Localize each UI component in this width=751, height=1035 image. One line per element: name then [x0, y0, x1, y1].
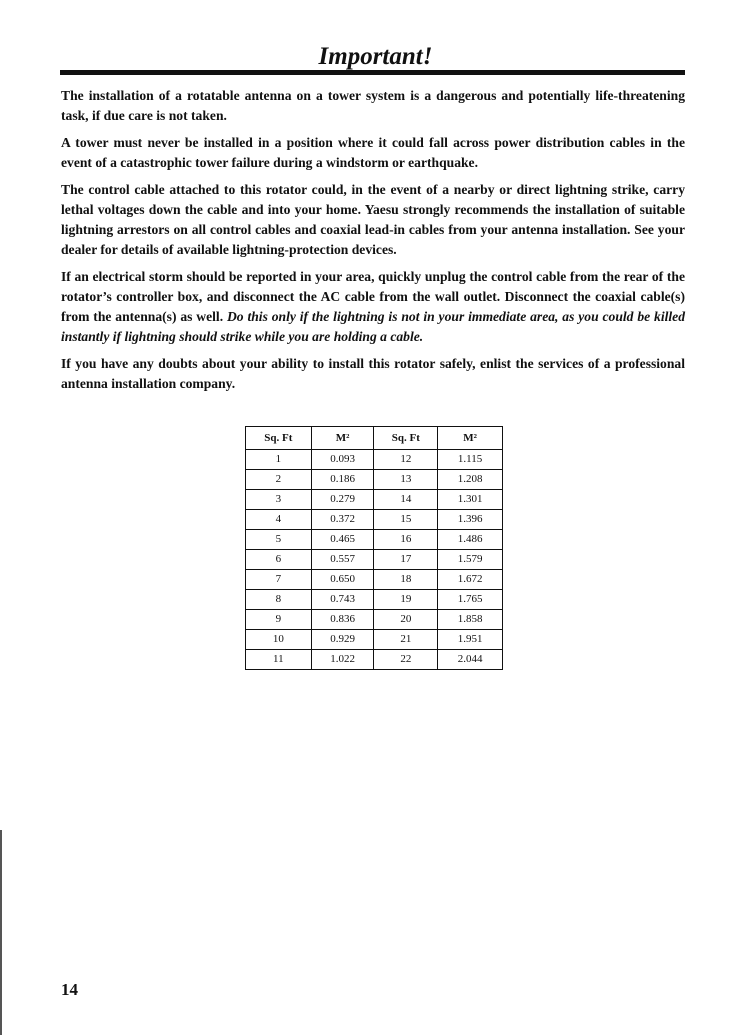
- cell-sq-ft: 10: [246, 630, 312, 650]
- area-conversion-table: [245, 426, 503, 670]
- paragraph-tower-placement: A tower must never be installed in a position where it could fall across power distribution cables in the event of a catastrophic tower failure during a windstorm or earthquake.: [61, 135, 685, 170]
- header-sq-ft-2: Sq. Ft: [374, 427, 438, 450]
- cell-sq-ft: 5: [246, 530, 312, 550]
- table-header-row: [246, 427, 503, 450]
- cell-sq-ft: 13: [374, 470, 438, 490]
- cell-m2: 0.743: [311, 590, 374, 610]
- cell-sq-ft: 20: [374, 610, 438, 630]
- cell-m2: 1.672: [438, 570, 503, 590]
- cell-sq-ft: 1: [246, 450, 312, 470]
- storm-instructions: If an electrical storm should be reported in your area, quickly unplug the control cable from the rear of the rotator’s controller box, and disconnect the AC cable from the wall outlet. Disconnect the coaxial cable(s) from the antenna(s) as well.: [61, 269, 685, 324]
- warning-text: [61, 86, 685, 401]
- paragraph-electrical-storm: [61, 267, 685, 347]
- page-title: Important!: [318, 43, 433, 70]
- table-row: [246, 630, 503, 650]
- cell-m2: 0.372: [311, 510, 374, 530]
- cell-sq-ft: 9: [246, 610, 312, 630]
- table-row: [246, 590, 503, 610]
- paragraph-professional-install: If you have any doubts about your ability to install this rotator safely, enlist the services of a professional antenna installation company.: [61, 356, 685, 391]
- cell-m2: 0.279: [311, 490, 374, 510]
- cell-sq-ft: 17: [374, 550, 438, 570]
- header-sq-ft-1: Sq. Ft: [246, 427, 312, 450]
- cell-m2: 1.858: [438, 610, 503, 630]
- cell-sq-ft: 12: [374, 450, 438, 470]
- table-row: [246, 650, 503, 670]
- cell-sq-ft: 14: [374, 490, 438, 510]
- cell-m2: 0.093: [311, 450, 374, 470]
- cell-sq-ft: 18: [374, 570, 438, 590]
- cell-sq-ft: 6: [246, 550, 312, 570]
- cell-m2: 0.929: [311, 630, 374, 650]
- cell-m2: 1.765: [438, 590, 503, 610]
- cell-sq-ft: 16: [374, 530, 438, 550]
- cell-m2: 1.022: [311, 650, 374, 670]
- cell-sq-ft: 4: [246, 510, 312, 530]
- paragraph-installation-danger: The installation of a rotatable antenna on a tower system is a dangerous and potentially life-threatening task, if due care is not taken.: [61, 88, 685, 123]
- cell-m2: 0.557: [311, 550, 374, 570]
- cell-m2: 1.579: [438, 550, 503, 570]
- table-row: [246, 570, 503, 590]
- cell-m2: 0.650: [311, 570, 374, 590]
- table-row: [246, 530, 503, 550]
- cell-m2: 1.115: [438, 450, 503, 470]
- cell-sq-ft: 2: [246, 470, 312, 490]
- cell-m2: 0.836: [311, 610, 374, 630]
- header-m2-2: M²: [438, 427, 503, 450]
- cell-m2: 0.465: [311, 530, 374, 550]
- cell-m2: 1.951: [438, 630, 503, 650]
- cell-m2: 1.301: [438, 490, 503, 510]
- table-row: [246, 450, 503, 470]
- table-row: [246, 550, 503, 570]
- cell-sq-ft: 19: [374, 590, 438, 610]
- paragraph-lightning-arrestors: The control cable attached to this rotator could, in the event of a nearby or direct lightning strike, carry lethal voltages down the cable and into your home. Yaesu strongly recommends the installation of suitable lightning arrestors on all control cables and coaxial lead-in cables from your antenna installation. See your dealer for details of available lightning-protection devices.: [61, 182, 685, 257]
- cell-sq-ft: 8: [246, 590, 312, 610]
- table-row: [246, 610, 503, 630]
- storm-warning-italic: Do this only if the lightning is not in your immediate area, as you could be killed instantly if lightning should strike while you are holding a cable.: [61, 309, 685, 344]
- cell-m2: 1.208: [438, 470, 503, 490]
- cell-m2: 1.396: [438, 510, 503, 530]
- cell-m2: 0.186: [311, 470, 374, 490]
- title-rule: [60, 70, 685, 75]
- table-row: [246, 470, 503, 490]
- cell-sq-ft: 15: [374, 510, 438, 530]
- scan-margin-line: [0, 830, 2, 1035]
- table-row: [246, 490, 503, 510]
- cell-sq-ft: 7: [246, 570, 312, 590]
- cell-sq-ft: 21: [374, 630, 438, 650]
- cell-sq-ft: 3: [246, 490, 312, 510]
- cell-m2: 1.486: [438, 530, 503, 550]
- header-m2-1: M²: [311, 427, 374, 450]
- table-row: [246, 510, 503, 530]
- page-number: 14: [61, 980, 78, 999]
- cell-sq-ft: 11: [246, 650, 312, 670]
- cell-sq-ft: 22: [374, 650, 438, 670]
- cell-m2: 2.044: [438, 650, 503, 670]
